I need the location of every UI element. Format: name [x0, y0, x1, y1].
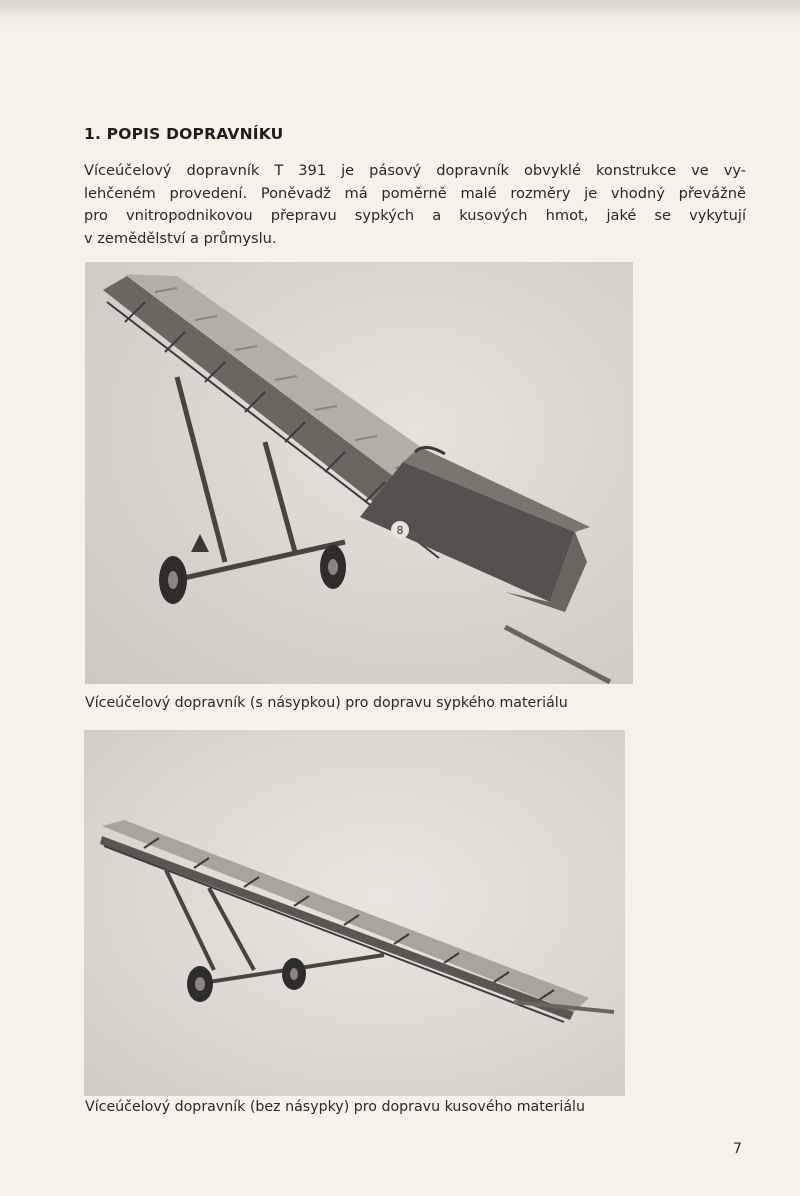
page-number: 7 [733, 1141, 742, 1157]
wheel-hub [168, 571, 178, 589]
conveyor-without-hopper-photo [84, 730, 625, 1096]
paragraph-line: lehčeném provedení. Poněvadž má poměrně malé rozměry je vhodný převážně [84, 184, 746, 202]
conveyor-with-hopper-illustration [85, 262, 633, 684]
wheel-hub [328, 559, 338, 575]
warning-sign [191, 534, 209, 552]
hopper-badge-label: 8 [396, 524, 404, 537]
wheel-hub [195, 977, 205, 991]
paragraph-line: pro vnitropodnikovou přepravu sypkých a kusových hmot, jaké se vykytují [84, 207, 746, 224]
section-heading: 1. POPIS DOPRAVNÍKU [84, 125, 284, 143]
wheel-hub [290, 968, 298, 980]
conveyor-frame-shape [100, 836, 574, 1020]
paragraph-line: Víceúčelový dopravník T 391 je pásový dopravník obvyklé konstrukce ve vy- [84, 162, 746, 179]
page-edge-shadow [0, 0, 800, 20]
rear-tow-bar [505, 627, 610, 682]
figure-caption-1: Víceúčelový dopravník (s násypkou) pro dopravu sypkého materiálu [85, 695, 568, 711]
conveyor-belt-shape [102, 820, 589, 1012]
conveyor-without-hopper-illustration [84, 730, 625, 1096]
intro-paragraph [84, 160, 746, 250]
conveyor-with-hopper-photo [85, 262, 633, 684]
paragraph-line: v zemědělství a průmyslu. [84, 229, 277, 247]
figure-caption-2: Víceúčelový dopravník (bez násypky) pro dopravu kusového materiálu [85, 1099, 585, 1115]
